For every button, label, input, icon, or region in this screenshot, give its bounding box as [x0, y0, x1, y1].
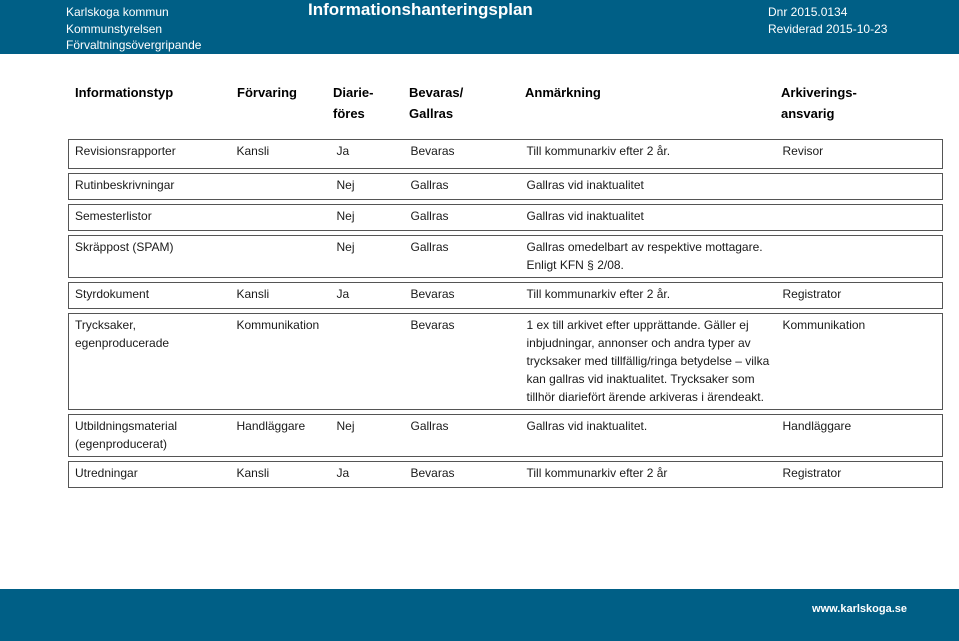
diary-number: Dnr 2015.0134 [768, 5, 848, 19]
cell-note: Gallras vid inaktualitet [521, 205, 777, 231]
cell-note: Gallras omedelbart av respektive mottagare. Enligt KFN § 2/08. [521, 236, 777, 278]
column-header-archive [781, 82, 857, 124]
cell-diary: Nej [331, 174, 405, 200]
cell-diary: Ja [331, 283, 405, 309]
column-header-note [525, 82, 601, 103]
cell-archive [777, 205, 943, 231]
cell-archive: Handläggare [777, 415, 943, 457]
cell-diary: Nej [331, 415, 405, 457]
board-name: Kommunstyrelsen [66, 21, 163, 36]
cell-diary: Nej [331, 205, 405, 231]
information-table [68, 139, 943, 488]
cell-storage [231, 236, 331, 278]
cell-storage: Kansli [231, 283, 331, 309]
cell-keep: Gallras [405, 236, 521, 278]
cell-keep: Gallras [405, 174, 521, 200]
cell-note: Gallras vid inaktualitet. [521, 415, 777, 457]
table-row [69, 314, 943, 410]
cell-archive: Kommunikation [777, 314, 943, 410]
column-header-diary [333, 82, 373, 124]
table-row [69, 236, 943, 278]
table-row [69, 283, 943, 309]
dept-name: Förvaltningsövergripande [66, 38, 202, 52]
document-title: Informationshanteringsplan [308, 0, 533, 19]
cell-storage: Handläggare [231, 415, 331, 457]
revision-date: Reviderad 2015-10-23 [768, 21, 888, 36]
cell-storage [231, 174, 331, 200]
table-row [69, 140, 943, 169]
table-row [69, 462, 943, 488]
cell-storage: Kansli [231, 462, 331, 488]
cell-archive [777, 174, 943, 200]
cell-keep: Bevaras [405, 283, 521, 309]
header-right [768, 4, 887, 37]
cell-keep: Bevaras [405, 314, 521, 410]
org-name: Karlskoga kommun [66, 5, 169, 19]
column-header-line: Diarie- [333, 85, 374, 100]
column-header-line: ansvarig [781, 106, 835, 121]
column-header-line: Informationstyp [75, 85, 174, 100]
cell-archive: Registrator [777, 462, 943, 488]
cell-type: Trycksaker, egenproducerade [69, 314, 231, 410]
cell-note: Gallras vid inaktualitet [521, 174, 777, 200]
column-header-type [75, 82, 173, 103]
website-link[interactable]: www.karlskoga.se [812, 603, 907, 615]
table-row [69, 415, 943, 457]
cell-type: Revisionsrapporter [69, 140, 231, 169]
cell-archive [777, 236, 943, 278]
cell-note: Till kommunarkiv efter 2 år. [521, 283, 777, 309]
cell-type: Styrdokument [69, 283, 231, 309]
cell-type: Semesterlistor [69, 205, 231, 231]
column-header-storage [237, 82, 297, 103]
cell-type: Skräppost (SPAM) [69, 236, 231, 278]
page-header [0, 0, 959, 54]
cell-storage: Kansli [231, 140, 331, 169]
header-left [66, 4, 201, 54]
cell-keep: Bevaras [405, 140, 521, 169]
table-row [69, 205, 943, 231]
column-header-line: föres [333, 106, 365, 121]
column-header-keep [409, 82, 463, 124]
column-header-line: Anmärkning [525, 85, 601, 100]
cell-type: Utredningar [69, 462, 231, 488]
cell-note: Till kommunarkiv efter 2 år [521, 462, 777, 488]
cell-storage: Kommunikation [231, 314, 331, 410]
page-footer [0, 589, 959, 641]
cell-keep: Gallras [405, 415, 521, 457]
cell-keep: Bevaras [405, 462, 521, 488]
cell-diary: Ja [331, 140, 405, 169]
cell-keep: Gallras [405, 205, 521, 231]
cell-type: Utbildningsmaterial (egenproducerat) [69, 415, 231, 457]
column-header-line: Bevaras/ [409, 85, 464, 100]
cell-type: Rutinbeskrivningar [69, 174, 231, 200]
cell-note: Till kommunarkiv efter 2 år. [521, 140, 777, 169]
column-header-line: Förvaring [237, 85, 297, 100]
column-header-line: Arkiverings- [781, 85, 857, 100]
cell-archive: Registrator [777, 283, 943, 309]
cell-diary: Ja [331, 462, 405, 488]
table-row [69, 174, 943, 200]
cell-diary [331, 314, 405, 410]
column-header-line: Gallras [409, 106, 454, 121]
cell-archive: Revisor [777, 140, 943, 169]
cell-note: 1 ex till arkivet efter upprättande. Gäller ej inbjudningar, annonser och andra typer av trycksaker med tillfällig/ringa betydelse – vilka kan gallras vid inaktualitet. Trycksaker som tillhör diariefört ärende arkiveras i ärendeakt. [521, 314, 777, 410]
cell-diary: Nej [331, 236, 405, 278]
cell-storage [231, 205, 331, 231]
